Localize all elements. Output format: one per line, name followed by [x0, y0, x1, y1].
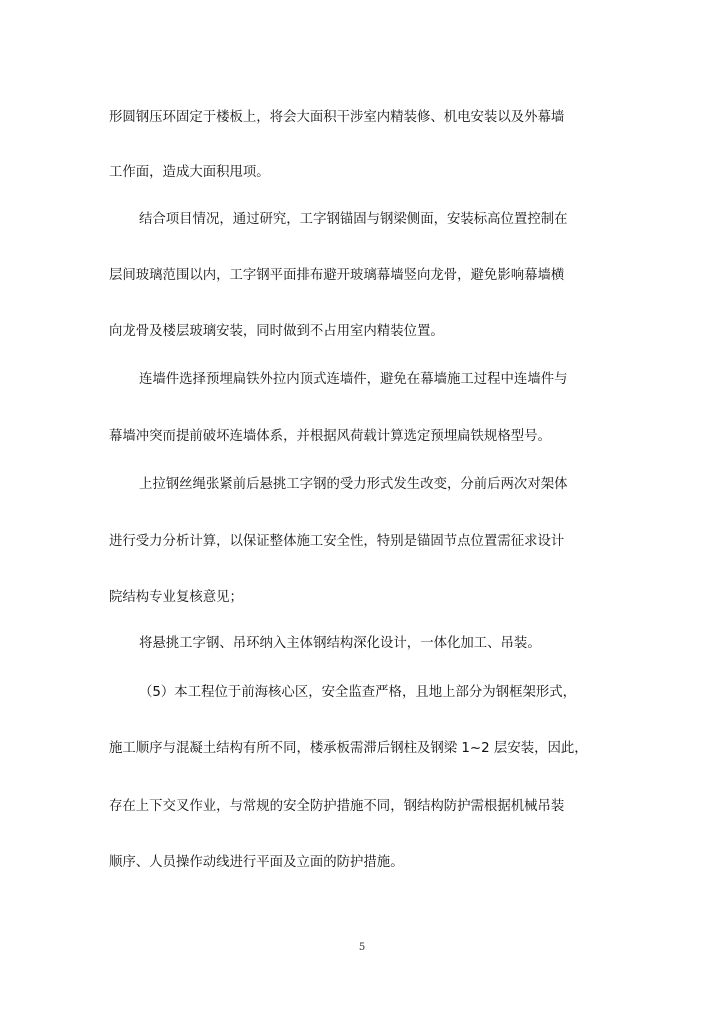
paragraph-line-9: 进行受力分析计算，以保证整体施工安全性，特别是锚固节点位置需征求设计	[109, 534, 565, 549]
paragraph-line-8: 上拉钢丝绳张紧前后悬挑工字钢的受力形式发生改变，分前后两次对架体	[139, 477, 568, 492]
paragraph-line-4: 层间玻璃范围以内，工字钢平面排布避开玻璃幕墙竖向龙骨，避免影响幕墙横	[109, 268, 565, 283]
paragraph-line-7: 幕墙冲突而提前破坏连墙体系，并根据风荷载计算选定预埋扁铁规格型号。	[109, 429, 551, 444]
paragraph-line-2: 工作面，造成大面积甩项。	[109, 165, 270, 180]
paragraph-line-13: 施工顺序与混凝土结构有所不同，楼承板需滞后钢柱及钢梁 1~2 层安装，因此，	[109, 741, 588, 756]
paragraph-line-15: 顺序、人员操作动线进行平面及立面的防护措施。	[109, 855, 404, 870]
page-number: 5	[358, 942, 366, 953]
paragraph-line-11: 将悬挑工字钢、吊环纳入主体钢结构深化设计，一体化加工、吊装。	[139, 636, 541, 651]
paragraph-line-1: 形圆钢压环固定于楼板上，将会大面积干涉室内精装修、机电安装以及外幕墙	[109, 110, 565, 125]
paragraph-line-6: 连墙件选择预埋扁铁外拉内顶式连墙件，避免在幕墙施工过程中连墙件与	[139, 372, 568, 387]
paragraph-line-5: 向龙骨及楼层玻璃安装，同时做到不占用室内精装位置。	[109, 324, 444, 339]
paragraph-line-10: 院结构专业复核意见；	[109, 590, 243, 605]
paragraph-line-3: 结合项目情况，通过研究，工字钢锚固与钢梁侧面，安装标高位置控制在	[139, 212, 568, 227]
paragraph-line-12: （5）本工程位于前海核心区，安全监查严格，且地上部分为钢框架形式，	[139, 685, 577, 700]
paragraph-line-14: 存在上下交叉作业，与常规的安全防护措施不同，钢结构防护需根据机械吊装	[109, 799, 565, 814]
